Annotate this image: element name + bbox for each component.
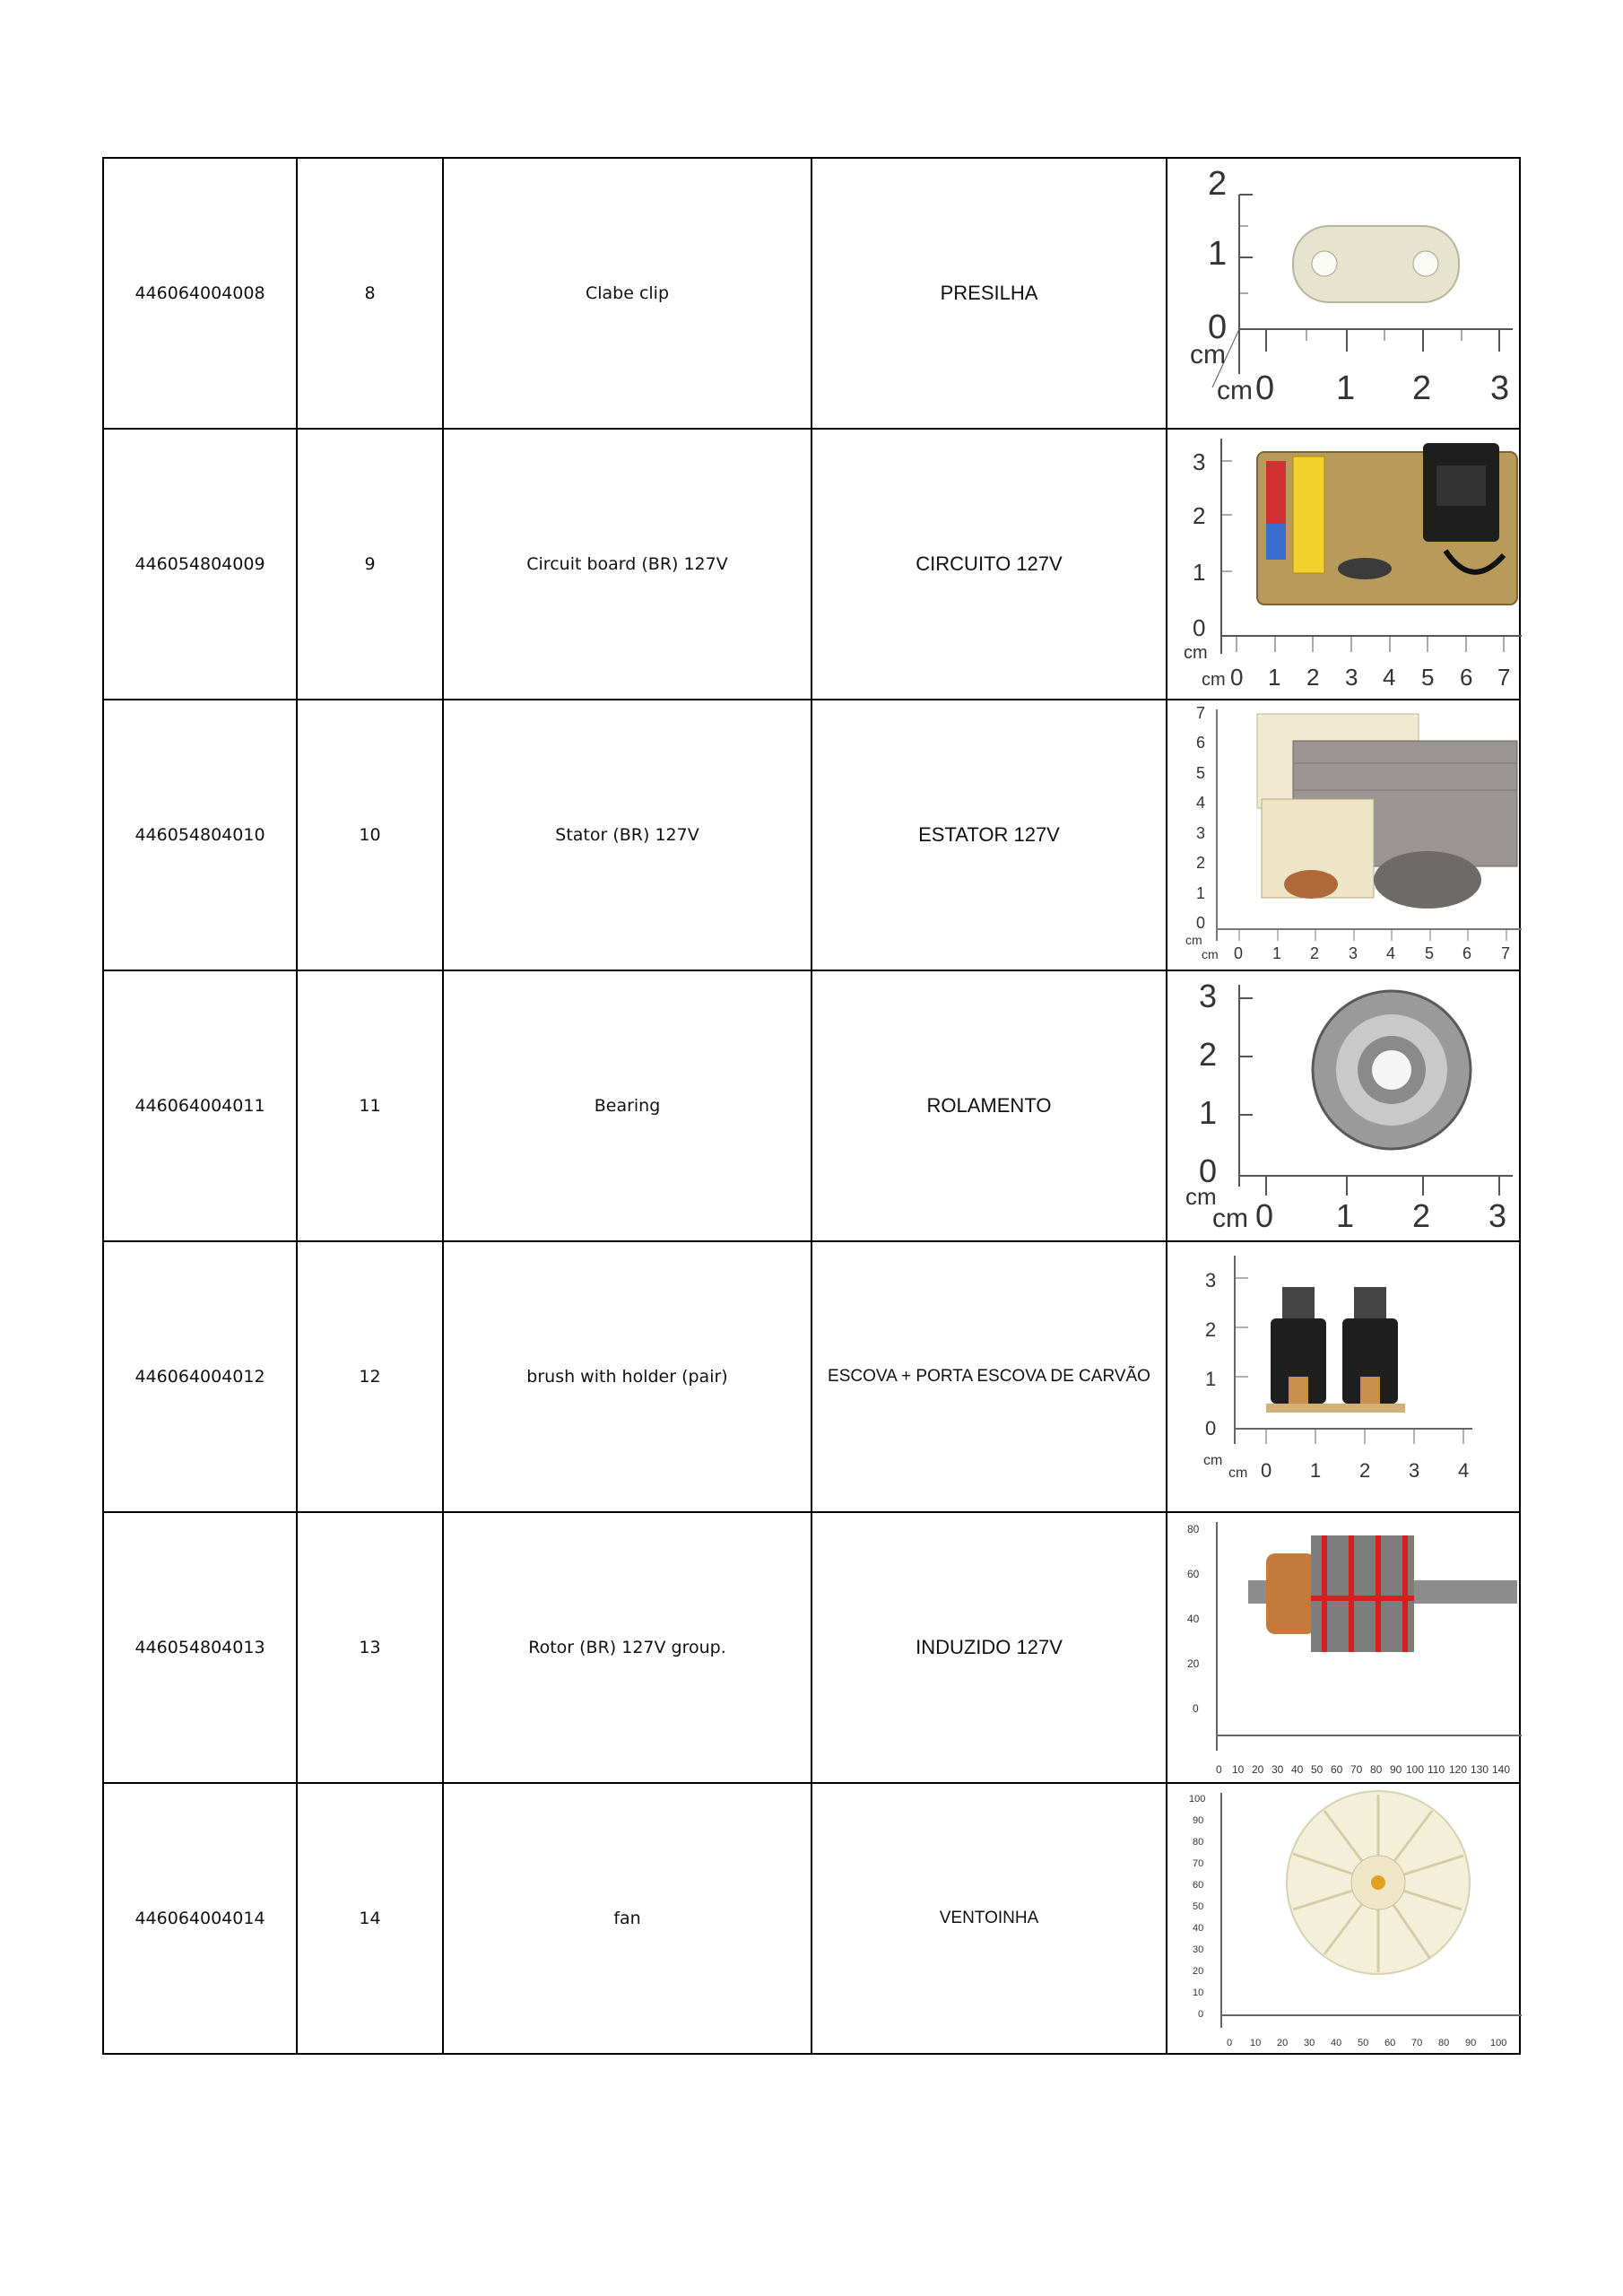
y-tick-label: 30 [1193,1944,1204,1955]
part-photo [1167,700,1520,970]
x-tick-label: 7 [1501,944,1511,962]
x-tick-label: 30 [1304,2038,1315,2048]
x-tick-label: 10 [1250,2038,1262,2048]
part-photo [1167,1783,1520,2054]
x-tick-label: 30 [1271,1763,1284,1776]
y-tick-label: 80 [1193,1837,1204,1848]
unit-label: cm [1184,643,1208,663]
description-en: Circuit board (BR) 127V [443,429,812,700]
y-tick-label: 20 [1187,1657,1200,1670]
bearing-part [1313,991,1471,1149]
x-tick-label: 1 [1310,1459,1322,1482]
x-tick-label: 110 [1428,1763,1445,1776]
part-code: 446064004011 [103,970,297,1241]
part-photo [1167,429,1520,700]
y-tick-label: 100 [1189,1794,1206,1805]
part-code: 446064004008 [103,158,297,429]
x-tick-label: 130 [1471,1763,1489,1776]
x-tick-label: 50 [1358,2038,1369,2048]
table-row [103,700,1520,970]
description-en: Clabe clip [443,158,812,429]
x-tick-label: 0 [1230,664,1244,691]
y-tick-label: 5 [1196,764,1206,782]
y-tick-label: 0 [1193,1702,1199,1715]
y-tick-label: 0 [1199,1152,1218,1189]
y-tick-label: 6 [1196,734,1206,752]
x-tick-label: 2 [1306,664,1320,691]
y-tick-label: 80 [1187,1523,1200,1535]
x-tick-label: 1 [1336,1197,1355,1234]
y-tick-label: 1 [1196,884,1206,902]
y-tick-label: 90 [1193,1815,1204,1826]
table-row [103,1783,1520,2054]
x-tick-label: 6 [1462,944,1472,962]
x-tick-label: 0 [1255,1197,1274,1234]
part-photo [1167,1512,1520,1783]
x-tick-label: 50 [1311,1763,1324,1776]
part-photo [1167,158,1520,429]
y-tick-label: 2 [1193,502,1206,529]
x-tick-label: 0 [1261,1459,1272,1482]
table-row [103,970,1520,1241]
x-tick-label: 4 [1458,1459,1470,1482]
part-photo [1167,970,1520,1241]
x-tick-label: 1 [1336,370,1356,407]
circuit-board-image [1176,430,1526,699]
unit-label: cm [1202,670,1226,690]
unit-label: cm [1185,933,1202,947]
x-tick-label: 0 [1255,370,1275,407]
x-tick-label: 20 [1252,1763,1264,1776]
x-tick-label: 0 [1234,944,1244,962]
description-en: Stator (BR) 127V [443,700,812,970]
y-tick-label: 50 [1193,1901,1204,1912]
item-number: 11 [297,970,443,1241]
description-pt: ROLAMENTO [812,970,1167,1241]
x-tick-label: 100 [1406,1763,1425,1776]
description-pt: CIRCUITO 127V [812,429,1167,700]
y-tick-label: 0 [1196,914,1206,932]
description-pt: PRESILHA [812,158,1167,429]
description-pt: ESTATOR 127V [812,700,1167,970]
parts-table [102,157,1521,2055]
unit-label: cm [1190,340,1226,370]
description-en: Bearing [443,970,812,1241]
y-tick-label: 1 [1205,1368,1217,1390]
x-tick-label: 100 [1490,2038,1507,2048]
clip-image [1176,159,1526,428]
fan-part [1287,1791,1470,1974]
x-tick-label: 3 [1490,370,1510,407]
y-tick-label: 60 [1187,1568,1200,1580]
table-row [103,429,1520,700]
item-number: 9 [297,429,443,700]
x-tick-label: 0 [1227,2038,1233,2048]
rotor-image [1176,1513,1526,1782]
unit-label: cm [1203,1453,1223,1468]
x-tick-label: 4 [1386,944,1396,962]
y-tick-label: 1 [1199,1094,1218,1131]
table-row [103,1512,1520,1783]
stator-image [1176,700,1526,970]
part-code: 446064004012 [103,1241,297,1512]
x-tick-label: 0 [1216,1763,1222,1776]
y-tick-label: 0 [1205,1417,1217,1439]
description-pt: ESCOVA + PORTA ESCOVA DE CARVÃO [812,1241,1167,1512]
y-tick-label: 3 [1196,824,1206,842]
x-tick-label: 5 [1421,664,1435,691]
y-tick-label: 3 [1193,448,1206,475]
x-tick-label: 3 [1409,1459,1420,1482]
unit-label: cm [1185,1183,1217,1210]
table-row [103,1241,1520,1512]
x-tick-label: 70 [1411,2038,1423,2048]
x-tick-label: 1 [1268,664,1281,691]
x-tick-label: 80 [1370,1763,1383,1776]
description-pt: INDUZIDO 127V [812,1512,1167,1783]
x-tick-label: 60 [1331,1763,1343,1776]
brush-part [1266,1287,1405,1413]
part-code: 446054804009 [103,429,297,700]
y-tick-label: 4 [1196,794,1206,812]
x-tick-label: 1 [1272,944,1282,962]
y-tick-label: 2 [1205,1318,1217,1341]
y-tick-label: 60 [1193,1880,1204,1891]
rotor-part [1248,1535,1517,1652]
x-tick-label: 3 [1488,1197,1507,1234]
x-tick-label: 10 [1232,1763,1245,1776]
item-number: 8 [297,158,443,429]
clip-part [1293,226,1459,302]
part-code: 446054804013 [103,1512,297,1783]
item-number: 10 [297,700,443,970]
unit-label: cm [1202,947,1219,961]
x-tick-label: 2 [1412,370,1432,407]
y-tick-label: 40 [1193,1923,1204,1934]
x-tick-label: 80 [1438,2038,1450,2048]
x-tick-label: 3 [1345,664,1358,691]
part-photo [1167,1241,1520,1512]
x-tick-label: 2 [1412,1197,1431,1234]
y-tick-label: 0 [1208,309,1228,346]
x-tick-label: 70 [1350,1763,1363,1776]
x-tick-label: 2 [1359,1459,1371,1482]
y-tick-label: 10 [1193,1987,1204,1998]
part-code: 446064004014 [103,1783,297,2054]
y-tick-label: 2 [1199,1036,1218,1073]
ruler [1203,1256,1472,1482]
item-number: 14 [297,1783,443,2054]
y-tick-label: 3 [1205,1269,1217,1292]
item-number: 13 [297,1512,443,1783]
x-tick-label: 7 [1497,664,1511,691]
y-tick-label: 2 [1208,165,1228,203]
x-tick-label: 20 [1277,2038,1289,2048]
brush-holder-image [1176,1242,1526,1511]
description-en: Rotor (BR) 127V group. [443,1512,812,1783]
unit-label: cm [1217,376,1253,405]
unit-label: cm [1212,1204,1248,1233]
x-tick-label: 90 [1465,2038,1477,2048]
x-tick-label: 2 [1310,944,1320,962]
x-tick-label: 40 [1291,1763,1304,1776]
description-en: fan [443,1783,812,2054]
x-tick-label: 5 [1425,944,1435,962]
part-code: 446054804010 [103,700,297,970]
y-tick-label: 7 [1196,704,1206,722]
table-row [103,158,1520,429]
circuit-part [1257,443,1517,604]
item-number: 12 [297,1241,443,1512]
bearing-image [1176,971,1526,1240]
y-tick-label: 70 [1193,1858,1204,1869]
y-tick-label: 20 [1193,1966,1204,1977]
y-tick-label: 40 [1187,1613,1200,1625]
y-tick-label: 0 [1193,614,1206,641]
x-tick-label: 6 [1460,664,1473,691]
y-tick-label: 1 [1208,235,1228,273]
unit-label: cm [1228,1465,1248,1481]
fan-image [1176,1784,1526,2053]
x-tick-label: 90 [1390,1763,1402,1776]
stator-part [1257,714,1517,909]
x-tick-label: 140 [1492,1763,1511,1776]
y-tick-label: 0 [1198,2009,1204,2020]
x-tick-label: 40 [1331,2038,1342,2048]
x-tick-label: 120 [1449,1763,1468,1776]
description-pt: VENTOINHA [812,1783,1167,2054]
y-tick-label: 2 [1196,854,1206,872]
y-tick-label: 1 [1193,559,1206,586]
y-tick-label: 3 [1199,978,1218,1014]
x-tick-label: 60 [1384,2038,1396,2048]
x-tick-label: 4 [1383,664,1396,691]
x-tick-label: 3 [1349,944,1358,962]
description-en: brush with holder (pair) [443,1241,812,1512]
